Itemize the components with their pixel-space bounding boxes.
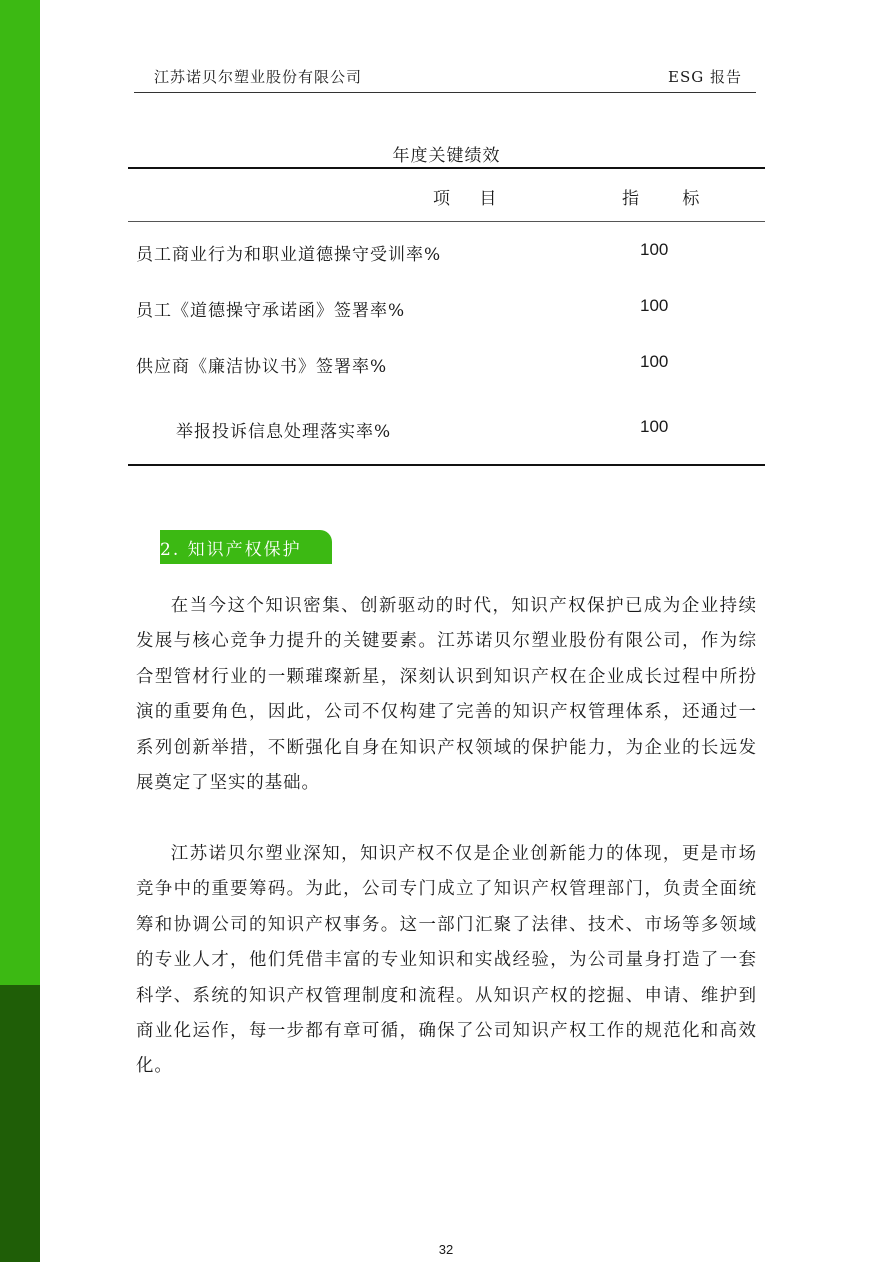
section-heading-text: 2. 知识产权保护 bbox=[160, 540, 302, 560]
body-paragraph: 在当今这个知识密集、创新驱动的时代，知识产权保护已成为企业持续发展与核心竞争力提升的关键要素。江苏诺贝尔塑业股份有限公司，作为综合型管材行业的一颗璀璨新星，深刻认识到知识产权在企业成长过程中所扮演的重要角色，因此，公司不仅构建了完善的知识产权管理体系，还通过一系列创新举措，不断强化自身在知识产权领域的保护能力，为企业的长远发展奠定了坚实的基础。 bbox=[136, 596, 757, 794]
table-row bbox=[128, 292, 765, 322]
section-heading bbox=[160, 530, 332, 564]
column-header-value: 指 标 bbox=[622, 189, 700, 209]
row-label: 员工商业行为和职业道德操守受训率% bbox=[136, 245, 442, 265]
row-value: 100 bbox=[640, 417, 669, 436]
row-label: 供应商《廉洁协议书》签署率% bbox=[136, 357, 388, 377]
body-paragraph: 江苏诺贝尔塑业深知，知识产权不仅是企业创新能力的体现，更是市场竞争中的重要筹码。为此，公司专门成立了知识产权管理部门，负责全面统筹和协调公司的知识产权事务。这一部门汇聚了法律、技术、市场等多领域的专业人才，他们凭借丰富的专业知识和实战经验，为公司量身打造了一套科学、系统的知识产权管理制度和流程。从知识产权的挖掘、申请、维护到商业化运作，每一步都有章可循，确保了公司知识产权工作的规范化和高效化。 bbox=[136, 844, 757, 1077]
table-row bbox=[128, 348, 765, 378]
header-company-name: 江苏诺贝尔塑业股份有限公司 bbox=[154, 68, 363, 86]
table-row bbox=[128, 413, 765, 443]
page-number: 32 bbox=[438, 1242, 454, 1257]
row-label: 员工《道德操守承诺函》签署率% bbox=[136, 301, 406, 321]
side-bar-accent bbox=[0, 0, 40, 985]
row-label: 举报投诉信息处理落实率% bbox=[176, 422, 392, 442]
table-header-row bbox=[128, 169, 765, 222]
column-header-item: 项 目 bbox=[433, 189, 498, 209]
row-value: 100 bbox=[640, 352, 669, 371]
table-bottom-rule bbox=[128, 464, 765, 466]
table-row bbox=[128, 236, 765, 266]
table-caption: 年度关键绩效 bbox=[392, 146, 501, 166]
page-header bbox=[134, 64, 756, 93]
header-report-title: ESG 报告 bbox=[668, 68, 742, 86]
row-value: 100 bbox=[640, 240, 669, 259]
row-value: 100 bbox=[640, 296, 669, 315]
side-bar-dark bbox=[0, 985, 40, 1262]
